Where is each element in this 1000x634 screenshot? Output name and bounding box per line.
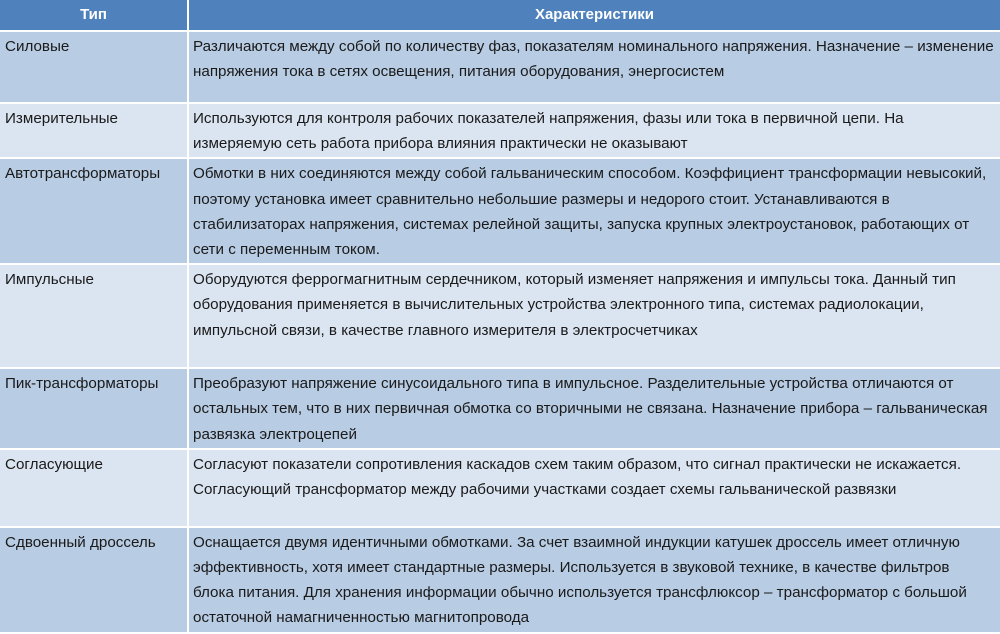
characteristics-cell: Оснащается двумя идентичными обмотками. За счет взаимной индукции катушек дроссель имеет отличную эффективность, хотя имеет стандартные размеры. Используется в звуковой технике, в качестве фильтров блока питания. Для хранения информации обычно используется трансфлюксор – трансформатор с большой остаточной намагниченностью магнитопровода bbox=[188, 527, 1000, 633]
type-cell: Измерительные bbox=[0, 103, 188, 158]
characteristics-cell: Оборудуются феррогмагнитным сердечником, который изменяет напряжения и импульсы тока. Данный тип оборудования применяется в вычислительных устройства электронного типа, системах радиолокации, импульсной связи, в качестве главного измерителя в электросчетчиках bbox=[188, 264, 1000, 368]
table-row bbox=[0, 158, 1000, 264]
type-cell: Импульсные bbox=[0, 264, 188, 368]
table-row bbox=[0, 527, 1000, 633]
characteristics-cell: Согласуют показатели сопротивления каскадов схем таким образом, что сигнал практически не искажается. Согласующий трансформатор между рабочими участками создает схемы гальванической развязки bbox=[188, 449, 1000, 527]
characteristics-cell: Обмотки в них соединяются между собой гальваническим способом. Коэффициент трансформации невысокий, поэтому установка имеет сравнительно небольшие размеры и недорого стоит. Устанавливаются в стабилизаторах напряжения, системах релейной защиты, запуска крупных электроустановок, работающих от сети с переменным током. bbox=[188, 158, 1000, 264]
table-body bbox=[0, 31, 1000, 633]
type-cell: Автотрансформаторы bbox=[0, 158, 188, 264]
type-cell: Силовые bbox=[0, 31, 188, 103]
table-row bbox=[0, 449, 1000, 527]
type-cell: Пик-трансформаторы bbox=[0, 368, 188, 449]
table-header bbox=[0, 0, 1000, 31]
table-row bbox=[0, 31, 1000, 103]
header-row bbox=[0, 0, 1000, 31]
characteristics-cell: Преобразуют напряжение синусоидального типа в импульсное. Разделительные устройства отличаются от остальных тем, что в них первичная обмотка со вторичными не связана. Назначение прибора – гальваническая развязка электроцепей bbox=[188, 368, 1000, 449]
table-row bbox=[0, 264, 1000, 368]
type-cell: Сдвоенный дроссель bbox=[0, 527, 188, 633]
characteristics-cell: Различаются между собой по количеству фаз, показателям номинального напряжения. Назначение – изменение напряжения тока в сетях освещения, питания оборудования, энергосистем bbox=[188, 31, 1000, 103]
type-cell: Согласующие bbox=[0, 449, 188, 527]
header-type: Тип bbox=[0, 0, 188, 31]
table-row bbox=[0, 103, 1000, 158]
header-characteristics: Характеристики bbox=[188, 0, 1000, 31]
table-row bbox=[0, 368, 1000, 449]
characteristics-cell: Используются для контроля рабочих показателей напряжения, фазы или тока в первичной цепи. На измеряемую сеть работа прибора влияния практически не оказывают bbox=[188, 103, 1000, 158]
